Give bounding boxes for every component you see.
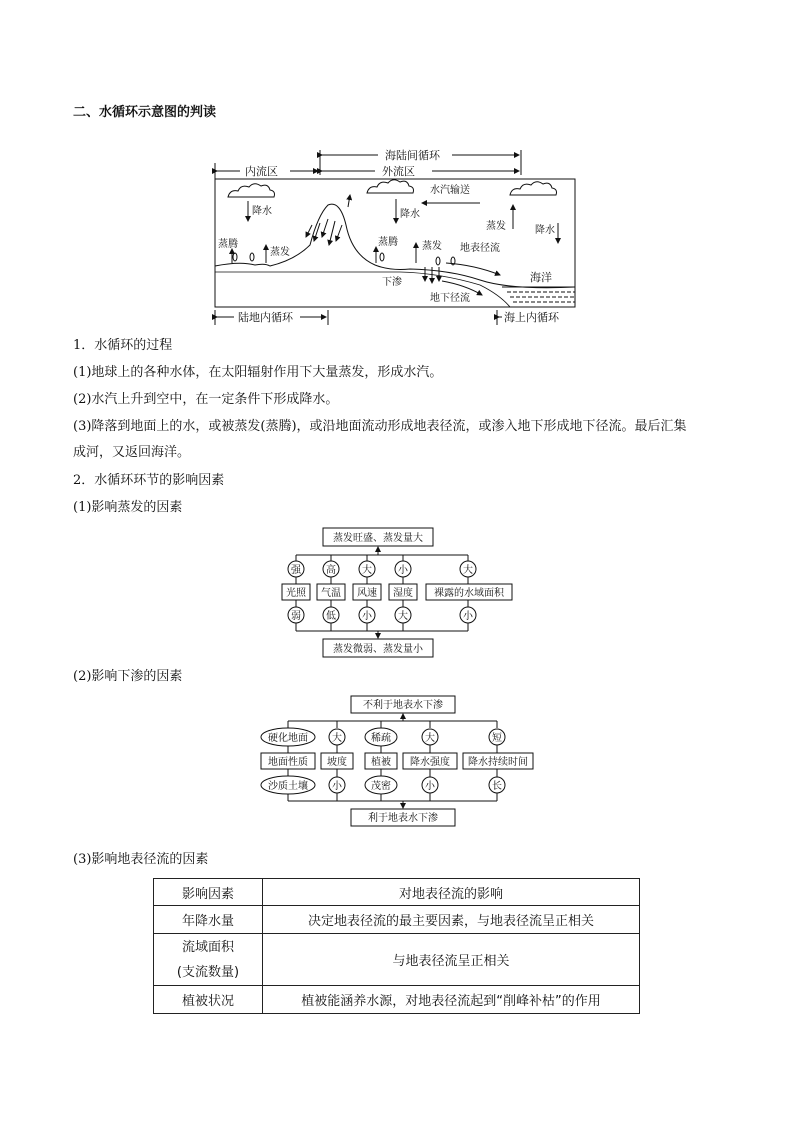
label-infiltration: 下渗 xyxy=(382,277,402,288)
label-neiliu: 内流区 xyxy=(245,165,278,178)
label-precip2: 降水 xyxy=(400,209,420,220)
label-precip3: 降水 xyxy=(535,225,555,236)
infil-factor-2: 植被 xyxy=(371,757,391,768)
table-cell: 决定地表径流的最主要因素，与地表径流呈正相关 xyxy=(263,906,640,934)
infil-low-1: 小 xyxy=(332,781,342,792)
table-cell-line: 流域面积 xyxy=(181,939,234,955)
evap-factor-3: 湿度 xyxy=(393,588,413,599)
infil-factor-0: 地面性质 xyxy=(268,757,308,768)
evap-factor-1: 气温 xyxy=(321,588,341,599)
infil-low-3: 小 xyxy=(425,781,435,792)
evap-factor-4: 裸露的水域面积 xyxy=(434,588,504,599)
label-haolu: 海陆间循环 xyxy=(385,149,440,162)
evap-high-0: 强 xyxy=(291,565,301,576)
label-surface-runoff: 地表径流 xyxy=(460,243,500,254)
label-evap1: 蒸发 xyxy=(270,247,290,258)
table-cell: 与地表径流呈正相关 xyxy=(263,934,640,986)
label-ground-runoff: 地下径流 xyxy=(430,293,470,304)
evap-factors-chart xyxy=(278,525,518,660)
water-cycle-diagram xyxy=(210,145,585,330)
section-title: 二、水循环示意图的判读 xyxy=(73,105,217,120)
p1-item3b: 成河，又返回海洋。 xyxy=(73,445,191,460)
infil-factors-chart xyxy=(255,693,545,828)
label-evap3: 蒸发 xyxy=(486,221,506,232)
evap-factor-2: 风速 xyxy=(357,588,377,599)
p2-item3: (3)影响地表径流的因素 xyxy=(73,852,209,867)
label-transpire2: 蒸腾 xyxy=(378,237,398,248)
table-cell: 年降水量 xyxy=(154,906,263,934)
infil-high-1: 大 xyxy=(332,733,342,744)
label-water-vapor: 水汽输送 xyxy=(430,185,470,196)
evap-low-2: 小 xyxy=(362,611,372,622)
label-sea-cycle: 海上内循环 xyxy=(504,311,559,324)
evap-factor-0: 光照 xyxy=(286,588,306,599)
evap-low-3: 大 xyxy=(398,611,408,622)
table-cell-line: (支流数量) xyxy=(176,964,240,980)
p1-item2: (2)水汽上升到空中，在一定条件下形成降水。 xyxy=(73,392,339,407)
table-header-cell: 影响因素 xyxy=(154,879,263,906)
evap-columns xyxy=(282,555,512,631)
infil-low-0: 沙质土壤 xyxy=(268,781,308,792)
label-evap2: 蒸发 xyxy=(422,241,442,252)
label-transpire1: 蒸腾 xyxy=(218,239,238,250)
table-row xyxy=(154,986,640,1014)
p2-item2: (2)影响下渗的因素 xyxy=(73,669,183,684)
infil-factor-1: 坡度 xyxy=(327,757,347,768)
table-cell xyxy=(154,934,263,986)
evap-high-2: 大 xyxy=(362,565,372,576)
evap-high-3: 小 xyxy=(398,565,408,576)
p2-item1: (1)影响蒸发的因素 xyxy=(73,500,183,515)
evap-bottom: 蒸发微弱、蒸发量小 xyxy=(333,644,423,655)
p1-title: 1．水循环的过程 xyxy=(73,338,173,353)
evap-high-1: 高 xyxy=(326,565,336,576)
table-header-cell: 对地表径流的影响 xyxy=(263,879,640,906)
evap-low-4: 小 xyxy=(463,611,473,622)
label-land-cycle: 陆地内循环 xyxy=(238,311,293,324)
infil-high-3: 大 xyxy=(425,733,435,744)
infil-bottom: 利于地表水下渗 xyxy=(368,813,438,824)
runoff-table xyxy=(153,878,640,1014)
infil-low-4: 长 xyxy=(492,781,502,792)
table-header-row xyxy=(154,879,640,906)
infil-factor-3: 降水强度 xyxy=(410,757,450,768)
evap-low-1: 低 xyxy=(326,611,336,622)
infil-high-4: 短 xyxy=(492,733,502,744)
label-precip1: 降水 xyxy=(252,206,272,217)
evap-high-4: 大 xyxy=(463,565,473,576)
evap-top: 蒸发旺盛、蒸发量大 xyxy=(333,533,423,544)
infil-high-2: 稀疏 xyxy=(371,733,391,744)
infil-factor-4: 降水持续时间 xyxy=(468,757,528,768)
p2-title: 2．水循环环节的影响因素 xyxy=(73,473,225,488)
table-row xyxy=(154,934,640,986)
table-row xyxy=(154,906,640,934)
table-cell: 植被能涵养水源，对地表径流起到“削峰补枯”的作用 xyxy=(263,986,640,1014)
p1-item1: (1)地球上的各种水体，在太阳辐射作用下大量蒸发，形成水汽。 xyxy=(73,365,443,380)
p1-item3a: (3)降落到地面上的水，或被蒸发(蒸腾)，或沿地面流动形成地表径流，或渗入地下形成地下径流。最后汇集 xyxy=(73,419,687,434)
evap-low-0: 弱 xyxy=(291,611,301,622)
label-wailiu: 外流区 xyxy=(382,165,415,178)
table-cell: 植被状况 xyxy=(154,986,263,1014)
infil-low-2: 茂密 xyxy=(371,781,391,792)
infil-top: 不利于地表水下渗 xyxy=(363,700,443,711)
infil-high-0: 硬化地面 xyxy=(268,733,308,744)
label-ocean: 海洋 xyxy=(530,271,552,284)
